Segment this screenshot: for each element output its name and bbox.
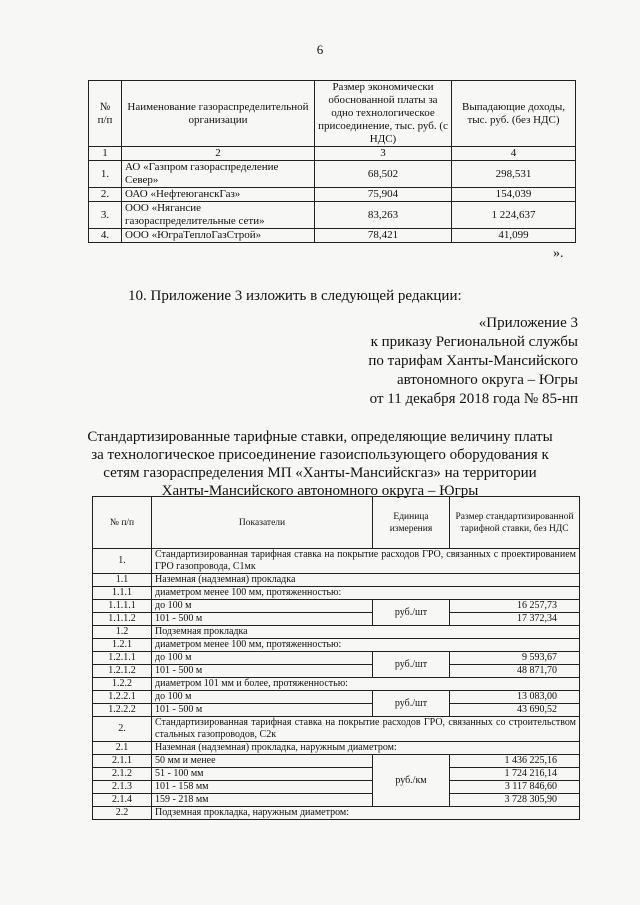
- table-row: [93, 665, 580, 678]
- header-org-name: Наименование газораспределительной организации: [122, 81, 315, 147]
- row-num: 2.1.3: [93, 781, 152, 794]
- row-num: 1.1.1: [93, 587, 152, 600]
- table-row: [93, 626, 580, 639]
- row-indicator: до 100 м: [152, 600, 373, 613]
- row-rate-value: 48 871,70: [450, 665, 580, 678]
- row-num: 1.2.2.1: [93, 691, 152, 704]
- row-num: 2.: [93, 717, 152, 742]
- row-indicator: 101 - 500 м: [152, 613, 373, 626]
- row-unit: руб./шт: [373, 652, 450, 678]
- page-number: 6: [316, 42, 324, 57]
- row-lost-income: 154,039: [452, 188, 576, 202]
- table-row: [93, 755, 580, 768]
- row-num: 1.2.1.1: [93, 652, 152, 665]
- row-num: 1.2.2: [93, 678, 152, 691]
- table-row: [93, 652, 580, 665]
- row-num: 2.1.4: [93, 794, 152, 807]
- column-number-row: [89, 147, 576, 161]
- row-num: 4.: [89, 229, 122, 243]
- row-rate-value: 17 372,34: [450, 613, 580, 626]
- tariff-rates-table: [92, 496, 580, 820]
- row-num: 1.: [89, 161, 122, 188]
- header-fee: Размер экономически обоснованной платы за одно технологическое присоединение, тыс. руб. (с НДС): [315, 81, 452, 147]
- header-num: № п/п: [93, 497, 152, 549]
- row-indicator: диаметром менее 100 мм, протяженностью:: [152, 639, 580, 652]
- row-unit: руб./шт: [373, 691, 450, 717]
- row-num: 2.1.2: [93, 768, 152, 781]
- item-10-text: 10. Приложение 3 изложить в следующей редакции:: [128, 288, 462, 304]
- table-row: [93, 717, 580, 742]
- table-row: [89, 188, 576, 202]
- row-rate-value: 13 083,00: [450, 691, 580, 704]
- economic-fee-table: [88, 80, 576, 243]
- table-header-row: [89, 81, 576, 147]
- row-indicator: диаметром менее 100 мм, протяженностью:: [152, 587, 580, 600]
- row-indicator: 101 - 500 м: [152, 704, 373, 717]
- row-num: 2.2: [93, 807, 152, 820]
- row-indicator: 101 - 500 м: [152, 665, 373, 678]
- row-num: 1.1.1.1: [93, 600, 152, 613]
- row-fee: 78,421: [315, 229, 452, 243]
- row-num: 1.2: [93, 626, 152, 639]
- row-org-name: ОАО «НефтеюганскГаз»: [122, 188, 315, 202]
- header-rate: Размер стандартизированной тарифной ставки, без НДС: [450, 497, 580, 549]
- row-rate-value: 3 728 305,90: [450, 794, 580, 807]
- title-line: сетям газораспределения МП «Ханты-Мансийскгаз» на территории: [103, 465, 537, 481]
- row-num: 2.: [89, 188, 122, 202]
- table-row: [93, 768, 580, 781]
- col-number: 3: [315, 147, 452, 161]
- row-rate-value: 9 593,67: [450, 652, 580, 665]
- row-indicator: Стандартизированная тарифная ставка на покрытие расходов ГРО, связанных со строительством стальных газопроводов, С2к: [152, 717, 580, 742]
- row-lost-income: 298,531: [452, 161, 576, 188]
- table-row: [93, 704, 580, 717]
- header-unit: Единица измерения: [373, 497, 450, 549]
- appendix-line: по тарифам Ханты-Мансийского: [368, 353, 578, 369]
- row-num: 1.2.1: [93, 639, 152, 652]
- appendix-header: [368, 314, 578, 409]
- row-indicator: 51 - 100 мм: [152, 768, 373, 781]
- row-num: 1.1: [93, 574, 152, 587]
- row-org-name: ООО «ЮграТеплоГазСтрой»: [122, 229, 315, 243]
- appendix-line: к приказу Региональной службы: [370, 334, 578, 350]
- header-lost-income: Выпадающие доходы, тыс. руб. (без НДС): [452, 81, 576, 147]
- row-rate-value: 3 117 846,60: [450, 781, 580, 794]
- row-rate-value: 43 690,52: [450, 704, 580, 717]
- table-row: [93, 742, 580, 755]
- row-unit: руб./км: [373, 755, 450, 807]
- table-row: [93, 574, 580, 587]
- row-fee: 68,502: [315, 161, 452, 188]
- row-fee: 75,904: [315, 188, 452, 202]
- row-indicator: до 100 м: [152, 652, 373, 665]
- row-rate-value: 1 724 216,14: [450, 768, 580, 781]
- row-indicator: Подземная прокладка, наружным диаметром:: [152, 807, 580, 820]
- row-indicator: до 100 м: [152, 691, 373, 704]
- table-row: [93, 549, 580, 574]
- col-number: 2: [122, 147, 315, 161]
- appendix-line: «Приложение 3: [478, 315, 578, 331]
- row-num: 1.2.2.2: [93, 704, 152, 717]
- table-row: [93, 691, 580, 704]
- table-row: [89, 229, 576, 243]
- row-num: 2.1.1: [93, 755, 152, 768]
- col-number: 4: [452, 147, 576, 161]
- row-indicator: 101 - 158 мм: [152, 781, 373, 794]
- header-indicator: Показатели: [152, 497, 373, 549]
- row-indicator: Наземная (надземная) прокладка, наружным диаметром:: [152, 742, 580, 755]
- row-num: 2.1: [93, 742, 152, 755]
- table-row: [93, 613, 580, 626]
- row-rate-value: 1 436 225,16: [450, 755, 580, 768]
- appendix-line: от 11 декабря 2018 года № 85-нп: [369, 391, 578, 407]
- row-num: 1.1.1.2: [93, 613, 152, 626]
- table-row: [93, 794, 580, 807]
- row-num: 3.: [89, 202, 122, 229]
- table-row: [89, 202, 576, 229]
- appendix-line: автономного округа – Югры: [396, 372, 578, 388]
- row-num: 1.: [93, 549, 152, 574]
- table-row: [93, 587, 580, 600]
- row-org-name: АО «Газпром газораспределение Север»: [122, 161, 315, 188]
- table-row: [93, 678, 580, 691]
- row-num: 1.2.1.2: [93, 665, 152, 678]
- col-number: 1: [89, 147, 122, 161]
- row-fee: 83,263: [315, 202, 452, 229]
- table-row: [93, 781, 580, 794]
- row-org-name: ООО «Нягансие газораспределительные сети»: [122, 202, 315, 229]
- header-num: № п/п: [89, 81, 122, 147]
- table-row: [93, 600, 580, 613]
- table-row: [93, 807, 580, 820]
- row-indicator: диаметром 101 мм и более, протяженностью:: [152, 678, 580, 691]
- title-line: Стандартизированные тарифные ставки, определяющие величину платы: [87, 429, 553, 445]
- row-rate-value: 16 257,73: [450, 600, 580, 613]
- row-indicator: 159 - 218 мм: [152, 794, 373, 807]
- title-line: Ханты-Мансийского автономного округа – Югры: [161, 483, 479, 499]
- row-lost-income: 41,099: [452, 229, 576, 243]
- row-indicator: 50 мм и менее: [152, 755, 373, 768]
- row-indicator: Подземная прокладка: [152, 626, 580, 639]
- closing-quote: ».: [553, 246, 564, 261]
- row-unit: руб./шт: [373, 600, 450, 626]
- document-title: [60, 428, 580, 500]
- row-indicator: Стандартизированная тарифная ставка на покрытие расходов ГРО, связанных с проектированием ГРО газопровода, С1мк: [152, 549, 580, 574]
- table-header-row: [93, 497, 580, 549]
- table-row: [89, 161, 576, 188]
- table-row: [93, 639, 580, 652]
- row-indicator: Наземная (надземная) прокладка: [152, 574, 580, 587]
- title-line: за технологическое присоединение газоиспользующего оборудования к: [91, 447, 549, 463]
- row-lost-income: 1 224,637: [452, 202, 576, 229]
